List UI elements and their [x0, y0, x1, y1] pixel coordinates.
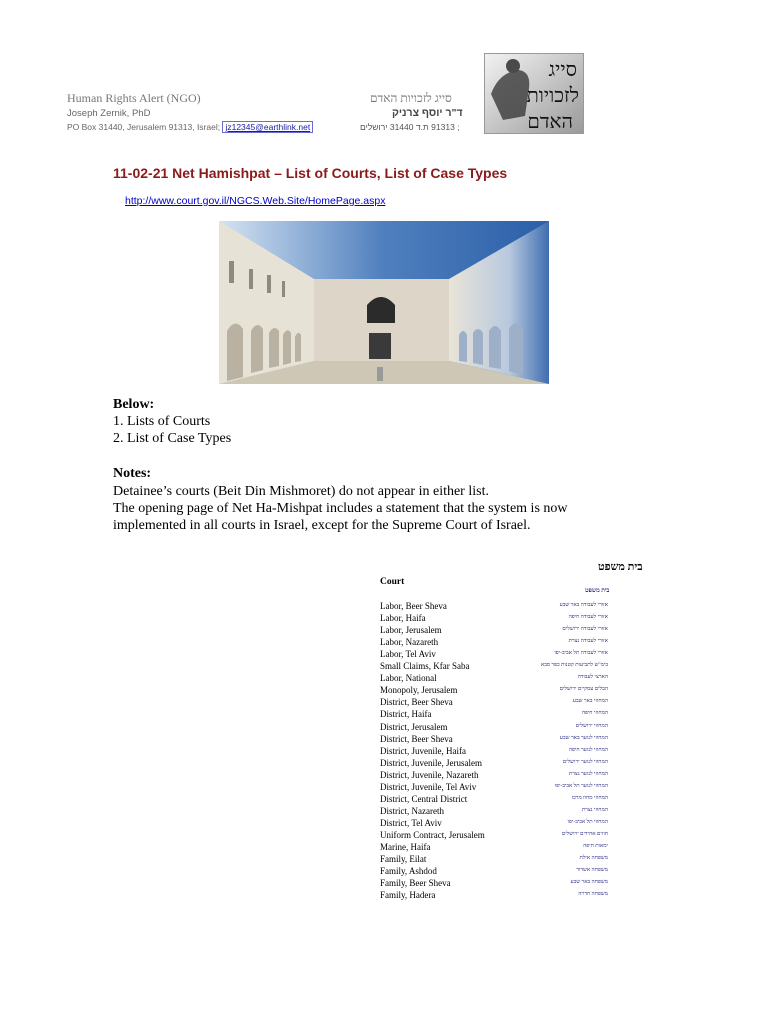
- notes-line-3: implemented in all courts in Israel, except for the Supreme Court of Israel.: [113, 518, 531, 533]
- court-row-hebrew: המחוזי לנוער ירושלים: [562, 758, 608, 765]
- court-row-english: Monopoly, Jerusalem: [380, 685, 458, 696]
- court-row-hebrew: חוזים אחידים ירושלים: [561, 830, 608, 837]
- org-name-hebrew: סייג לזכויות האדם: [370, 91, 452, 105]
- court-row-hebrew: המחוזי לנוער באר שבע: [559, 734, 608, 741]
- org-name-english: Human Rights Alert (NGO): [67, 91, 201, 105]
- court-row-hebrew: הארצי לעבודה: [577, 674, 608, 681]
- court-row-english: District, Juvenile, Haifa: [380, 745, 466, 756]
- court-row-english: District, Beer Sheva: [380, 733, 453, 744]
- notes-heading: Notes:: [113, 466, 152, 481]
- court-row-hebrew: המחוזי נצרת: [581, 806, 608, 813]
- court-row-hebrew: משפחה אילת: [579, 855, 608, 862]
- logo-line-3: האדם: [527, 111, 573, 133]
- court-row-english: Family, Hadera: [380, 890, 436, 901]
- court-row-english: District, Beer Sheva: [380, 697, 453, 708]
- court-row-hebrew: המחוזי באר שבע: [572, 698, 608, 705]
- court-row-english: District, Central District: [380, 793, 468, 804]
- logo-line-2: לזכויות: [526, 85, 579, 107]
- court-column-header-hebrew: בית משפט: [585, 588, 610, 594]
- court-website-link[interactable]: http://www.court.gov.il/NGCS.Web.Site/HomePage.aspx: [125, 195, 386, 207]
- court-list-heading-hebrew: בית משפט: [598, 561, 643, 573]
- author-name-english: Joseph Zernik, PhD: [67, 108, 151, 119]
- court-row-english: Small Claims, Kfar Saba: [380, 661, 470, 672]
- logo-line-1: סייג: [548, 59, 577, 81]
- address-line-english: [67, 122, 313, 132]
- notes-line-1: Detainee’s courts (Beit Din Mishmoret) do not appear in either list.: [113, 484, 489, 499]
- court-row-hebrew: הבלים עסקיים ירושלים: [559, 686, 608, 693]
- court-row-hebrew: אזורי לעבודה חיפה: [568, 614, 608, 621]
- court-row-english: Labor, Tel Aviv: [380, 649, 436, 660]
- address-line-hebrew: ; 91313 ת.ד 31440 ירושלים: [360, 122, 460, 132]
- org-logo: [484, 53, 584, 134]
- document-title: 11-02-21 Net Hamishpat – List of Courts, List of Case Types: [113, 165, 508, 181]
- email-link[interactable]: jz12345@earthlink.net: [222, 121, 313, 133]
- court-column-header: Court: [380, 577, 405, 587]
- court-row-hebrew: המחוזי לנוער חיפה: [568, 746, 608, 753]
- court-row-english: Family, Beer Sheva: [380, 878, 451, 889]
- court-row-english: District, Jerusalem: [380, 721, 448, 732]
- court-row-hebrew: בימ"ש לתביעות קטנות כפר סבא: [540, 662, 608, 669]
- court-row-english: Labor, Haifa: [380, 613, 426, 624]
- court-row-hebrew: אזורי לעבודה נצרת: [568, 638, 608, 645]
- court-row-hebrew: משפחה חדרה: [578, 891, 608, 898]
- court-row-english: District, Haifa: [380, 709, 432, 720]
- court-row-hebrew: המחוזי ירושלים: [575, 722, 608, 729]
- court-row-hebrew: אזורי לעבודה תל אביב-יפו: [554, 650, 608, 657]
- below-item-2: 2. List of Case Types: [113, 431, 232, 446]
- below-heading: Below:: [113, 397, 155, 412]
- postal-address: PO Box 31440, Jerusalem 91313, Israel;: [67, 122, 221, 132]
- court-row-english: Family, Ashdod: [380, 866, 437, 877]
- court-row-hebrew: אזורי לעבודה באר שבע: [559, 602, 608, 608]
- court-row-english: District, Juvenile, Nazareth: [380, 769, 479, 780]
- court-row-english: Labor, Beer Sheva: [380, 601, 447, 611]
- court-row-hebrew: אזורי לעבודה ירושלים: [562, 626, 608, 633]
- court-row-english: Labor, Jerusalem: [380, 625, 442, 636]
- court-row-hebrew: המחוזי חיפה: [581, 710, 608, 717]
- author-name-hebrew: ד"ר יוסף צרניק: [392, 107, 463, 119]
- court-row-hebrew: משפחה באר שבע: [570, 879, 608, 886]
- court-row-english: Family, Eilat: [380, 854, 427, 865]
- court-row-hebrew: המחוזי תל אביב-יפו: [567, 818, 608, 825]
- court-row-english: Labor, Nazareth: [380, 637, 439, 648]
- court-row-english: District, Nazareth: [380, 805, 444, 816]
- court-row-hebrew: המחוזי מחוז מרכז: [571, 794, 608, 801]
- court-row-english: District, Juvenile, Jerusalem: [380, 757, 482, 768]
- court-row-english: Marine, Haifa: [380, 842, 431, 852]
- court-row-english: District, Juvenile, Tel Aviv: [380, 781, 477, 792]
- court-row-hebrew: משפחה אשדוד: [576, 867, 608, 874]
- notes-line-2: The opening page of Net Ha-Mishpat includes a statement that the system is now: [113, 501, 568, 516]
- court-row-hebrew: המחוזי לנוער נצרת: [568, 770, 608, 777]
- below-item-1: 1. Lists of Courts: [113, 414, 211, 429]
- courtyard-photo: [219, 221, 549, 384]
- court-row-english: District, Tel Aviv: [380, 817, 442, 828]
- court-row-hebrew: המחוזי לנוער תל אביב-יפו: [554, 782, 608, 789]
- court-row-english: Uniform Contract, Jerusalem: [380, 829, 485, 840]
- court-row-hebrew: ימאות חיפה: [583, 843, 608, 849]
- court-row-english: Labor, National: [380, 673, 437, 684]
